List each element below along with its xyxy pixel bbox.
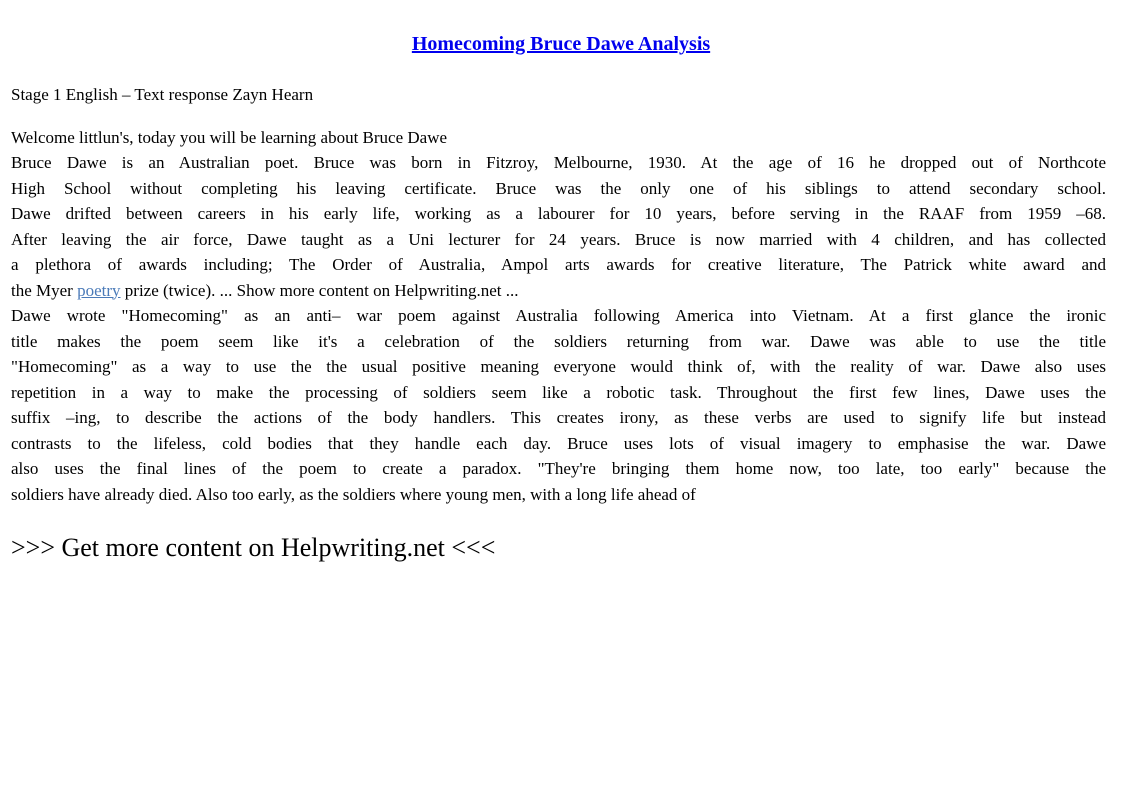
show-more-text: prize (twice). ... Show more content on Helpwriting.net ... <box>120 280 519 300</box>
get-more-content-cta: >>> Get more content on Helpwriting.net <<< <box>11 533 496 562</box>
document-body <box>11 82 1111 507</box>
analysis-line: Dawe wrote "Homecoming" as an anti– war poem against Australia following America into Vietnam. At a first glance the ironic <box>11 306 1106 325</box>
analysis-line: title makes the poem seem like it's a celebration of the soldiers returning from war. Dawe was able to use the title <box>11 331 1106 351</box>
bio-line: Bruce Dawe is an Australian poet. Bruce was born in Fitzroy, Melbourne, 1930. At the age of 16 he dropped out of Northcote <box>11 153 1106 172</box>
bio-line: After leaving the air force, Dawe taught as a Uni lecturer for 24 years. Bruce is now married with 4 children, and has collected <box>11 229 1106 249</box>
spacer <box>11 108 1111 125</box>
intro-line: Welcome littlun's, today you will be learning about Bruce Dawe <box>11 127 448 147</box>
analysis-line: "Homecoming" as a way to use the the usual positive meaning everyone would think of, with the reality of war. Dawe also uses <box>11 357 1106 376</box>
subtitle: Stage 1 English – Text response Zayn Hearn <box>11 85 314 104</box>
analysis-line: suffix –ing, to describe the actions of the body handlers. This creates irony, as these verbs are used to signify life but instead <box>11 408 1106 427</box>
title-container <box>0 30 1122 58</box>
analysis-line: soldiers have already died. Also too early, as the soldiers where young men, with a long life ahead of <box>11 484 696 504</box>
poetry-link[interactable]: poetry <box>77 280 121 300</box>
bio-last-line <box>11 278 1106 304</box>
analysis-line: repetition in a way to make the processing of soldiers seem like a robotic task. Throughout the first few lines, Dawe uses the <box>11 382 1106 402</box>
page-title-link[interactable]: Homecoming Bruce Dawe Analysis <box>411 33 711 55</box>
bio-line: a plethora of awards including; The Order of Australia, Ampol arts awards for creative literature, The Patrick white award and <box>11 255 1106 274</box>
analysis-line: contrasts to the lifeless, cold bodies that they handle each day. Bruce uses lots of visual imagery to emphasise the war. Dawe <box>11 433 1106 453</box>
bio-line: Dawe drifted between careers in his early life, working as a labourer for 10 years, before serving in the RAAF from 1959 –68. <box>11 204 1106 223</box>
analysis-line: also uses the final lines of the poem to create a paradox. "They're bringing them home now, too late, too early" because the <box>11 459 1106 478</box>
bio-last-prefix: the Myer <box>11 280 78 300</box>
bio-line: High School without completing his leaving certificate. Bruce was the only one of his siblings to attend secondary school. <box>11 178 1106 198</box>
